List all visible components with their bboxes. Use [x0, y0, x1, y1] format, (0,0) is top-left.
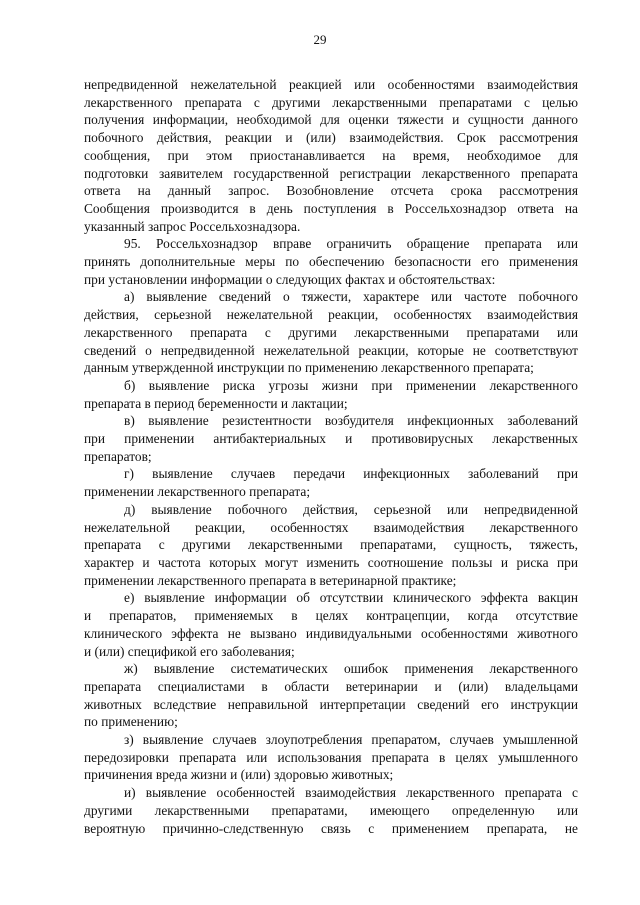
text-line: животных вследствие неправильной интерпретации сведений его инструкции	[84, 696, 578, 712]
text-line: ж) выявление систематических ошибок применения лекарственного	[124, 661, 578, 677]
text-line: действия, серьезной нежелательной реакции, особенностях взаимодействия	[84, 307, 578, 323]
text-line: нежелательной реакции, особенностях взаимодействия лекарственного	[84, 519, 578, 535]
text-line: 95. Россельхознадзор вправе ограничить обращение препарата или	[124, 236, 578, 252]
text-line: подготовки заявителем государственной регистрации лекарственного препарата	[84, 165, 578, 181]
text-line: получения информации, необходимой для оценки тяжести и сущности данного	[84, 112, 578, 128]
text-line: и) выявление особенностей взаимодействия лекарственного препарата с	[124, 785, 578, 801]
text-line: передозировки препарата или использования препарата в целях умышленного	[84, 749, 578, 765]
text-line: вероятную причинно-следственную связь с применением препарата, не	[84, 820, 578, 836]
text-line: клинического эффекта не вызвано индивидуальными особенностями животного	[84, 625, 578, 641]
text-line: ответа на данный запрос. Возобновление отсчета срока рассмотрения	[84, 183, 578, 199]
text-line: принять дополнительные меры по обеспечению безопасности его применения	[84, 254, 578, 270]
text-line: при установлении информации о следующих фактах и обстоятельствах:	[84, 271, 496, 287]
text-line: и (или) спецификой его заболевания;	[84, 643, 295, 659]
text-line: в) выявление резистентности возбудителя инфекционных заболеваний	[124, 413, 578, 429]
text-line: и препаратов, применяемых в целях контрацепции, когда отсутствие	[84, 608, 578, 624]
text-line: з) выявление случаев злоупотребления препаратом, случаев умышленной	[124, 732, 578, 748]
text-line: данным утвержденной инструкции по применению лекарственного препарата;	[84, 360, 534, 376]
text-line: препаратов;	[84, 448, 152, 464]
text-line: е) выявление информации об отсутствии клинического эффекта вакцин	[124, 590, 578, 606]
text-line: применении лекарственного препарата в ветеринарной практике;	[84, 572, 457, 588]
text-line: применении лекарственного препарата;	[84, 484, 311, 500]
text-line: лекарственного препарата с другими лекарственными препаратами или	[84, 324, 578, 340]
text-line: по применению;	[84, 714, 178, 730]
text-line: характер и частота которых могут изменить соотношение пользы и риска при	[84, 554, 578, 570]
text-line: побочного действия, реакции и (или) взаимодействия. Срок рассмотрения	[84, 130, 578, 146]
text-line: указанный запрос Россельхознадзора.	[84, 218, 301, 234]
text-line: препарата в период беременности и лактации;	[84, 395, 348, 411]
text-line: препарата с другими лекарственными препаратами, сущность, тяжесть,	[84, 537, 578, 553]
text-line: причинения вреда жизни и (или) здоровью животных;	[84, 767, 394, 783]
document-body	[84, 76, 578, 837]
text-line: непредвиденной нежелательной реакцией или особенностями взаимодействия	[84, 77, 578, 92]
text-line: лекарственного препарата с другими лекарственными препаратами с целью	[84, 94, 578, 110]
text-line: а) выявление сведений о тяжести, характере или частоте побочного	[124, 289, 578, 305]
page-number: 29	[313, 32, 327, 47]
text-line: другими лекарственными препаратами, имеющего определенную или	[84, 802, 578, 818]
text-line: д) выявление побочного действия, серьезной или непредвиденной	[124, 501, 578, 517]
text-line: Сообщения производится в день поступления в Россельхознадзор ответа на	[84, 200, 578, 216]
text-line: при применении антибактериальных и противовирусных лекарственных	[84, 431, 578, 447]
text-line: сведений о непредвиденной нежелательной реакции, которые не соответствуют	[84, 342, 578, 358]
text-line: сообщения, при этом приостанавливается на время, необходимое для	[84, 147, 578, 163]
text-line: б) выявление риска угрозы жизни при применении лекарственного	[124, 377, 578, 393]
text-line: препарата специалистами в области ветеринарии и (или) владельцами	[84, 678, 578, 694]
text-line: г) выявление случаев передачи инфекционных заболеваний при	[124, 466, 578, 482]
